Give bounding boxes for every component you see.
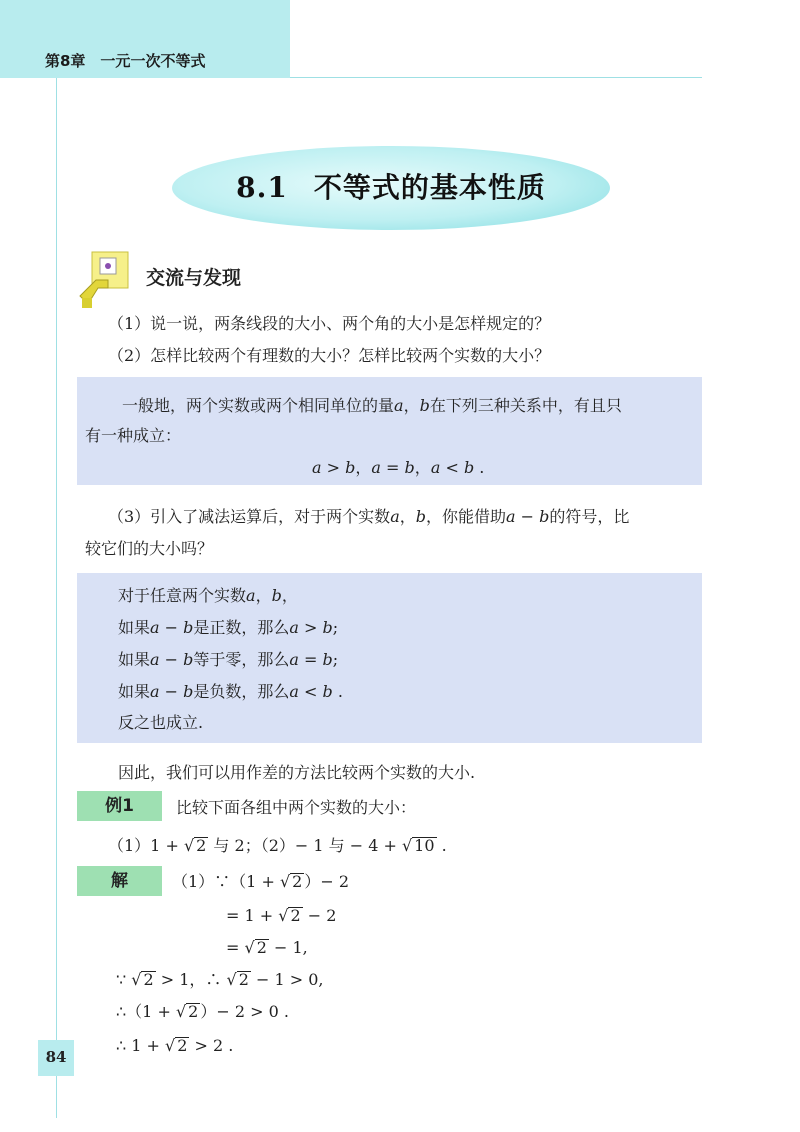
- difference-line-1: [118, 586, 298, 606]
- var-a: a: [289, 682, 299, 701]
- solution-chip: 解: [77, 866, 162, 896]
- var-b: b: [271, 586, 282, 605]
- text: > 1，∴: [160, 970, 222, 989]
- conclusion: 因此，我们可以用作差的方法比较两个实数的大小.: [118, 763, 476, 782]
- text: 等于零，那么: [193, 650, 290, 669]
- var-a: a: [506, 507, 516, 526]
- radicand: 2: [256, 938, 267, 957]
- trichotomy-line-1: [122, 396, 622, 416]
- radicand: 2: [292, 872, 303, 891]
- op: <: [304, 682, 318, 701]
- var-a: a: [312, 458, 322, 477]
- sep: ，: [414, 458, 431, 477]
- trichotomy-line-2: 有一种成立：: [85, 426, 182, 445]
- var-a: a: [390, 507, 400, 526]
- var-a: a: [150, 650, 160, 669]
- text: − 1 > 0,: [256, 970, 324, 989]
- op: −: [159, 618, 184, 637]
- text: 如果: [118, 650, 151, 669]
- var-b: b: [415, 507, 426, 526]
- var-b: b: [404, 458, 415, 477]
- header-rule: [290, 77, 702, 78]
- section-number: 8.1: [236, 171, 288, 204]
- discussion-icon: [78, 250, 138, 310]
- question-1: （1）说一说，两条线段的大小、两个角的大小是怎样规定的？: [108, 314, 551, 333]
- question-3-line-2: 较它们的大小吗？: [85, 539, 214, 558]
- text: ;: [332, 618, 339, 637]
- text: .: [441, 836, 447, 855]
- text: 与 2；（2）− 1 与 − 4 +: [213, 836, 397, 855]
- var-a: a: [289, 650, 299, 669]
- op: −: [159, 682, 184, 701]
- text: （1）∵（1 +: [172, 872, 275, 891]
- text: （1）1 +: [108, 836, 179, 855]
- text: > 2 .: [194, 1036, 234, 1055]
- op: <: [445, 458, 459, 477]
- var-b: b: [183, 682, 194, 701]
- difference-line-4: [118, 682, 343, 702]
- example-prompt: 比较下面各组中两个实数的大小：: [176, 798, 417, 817]
- text: 的符号，比: [549, 507, 630, 526]
- solution-line-3: = √ 2 − 1,: [226, 938, 308, 957]
- op: −: [515, 507, 540, 526]
- text: = 1 +: [226, 906, 274, 925]
- text: ）− 2: [304, 872, 350, 891]
- solution-line-6: ∴ 1 + √ 2 > 2 .: [116, 1036, 234, 1055]
- var-b: b: [183, 650, 194, 669]
- var-b: b: [539, 507, 550, 526]
- page-number: 84: [45, 1048, 67, 1066]
- text: 如果: [118, 682, 151, 701]
- text: 是负数，那么: [193, 682, 290, 701]
- solution-line-1: （1）∵（1 + √ 2 ）− 2: [172, 872, 350, 891]
- text: 在下列三种关系中，有且只: [429, 396, 622, 415]
- text: ∵: [116, 970, 127, 989]
- text: 对于任意两个实数: [118, 586, 247, 605]
- op: >: [326, 458, 341, 477]
- text: （3）引入了减法运算后，对于两个实数: [108, 507, 391, 526]
- op: =: [304, 650, 318, 669]
- text: ;: [332, 650, 339, 669]
- difference-line-5: 反之也成立.: [118, 713, 204, 732]
- var-b: b: [322, 650, 333, 669]
- text: =: [226, 938, 240, 957]
- period: .: [479, 458, 485, 477]
- text: ，: [399, 507, 416, 526]
- solution-line-4: ∵ √ 2 > 1，∴ √ 2 − 1 > 0,: [116, 970, 324, 989]
- radicand: 2: [196, 836, 207, 855]
- text: − 2: [307, 906, 337, 925]
- radicand: 2: [290, 906, 301, 925]
- text: ∴（1 +: [116, 1002, 171, 1021]
- var-a: a: [371, 458, 381, 477]
- var-b: b: [322, 682, 333, 701]
- text: 如果: [118, 618, 151, 637]
- subsection-heading: 交流与发现: [146, 267, 242, 289]
- solution-line-5: ∴（1 + √ 2 ）− 2 > 0 .: [116, 1002, 289, 1021]
- solution-line-2: = 1 + √ 2 − 2: [226, 906, 337, 925]
- trichotomy-relations: [312, 458, 484, 478]
- radicand: 2: [188, 1002, 199, 1021]
- question-2: （2）怎样比较两个有理数的大小？怎样比较两个实数的大小？: [108, 346, 551, 365]
- text: ，: [255, 586, 272, 605]
- var-a: a: [394, 396, 404, 415]
- radicand: 10: [414, 836, 435, 855]
- example-items: （1）1 + √ 2 与 2；（2）− 1 与 − 4 + √ 10 .: [108, 836, 447, 855]
- section-title-text: 不等式的基本性质: [313, 171, 546, 204]
- difference-line-2: [118, 618, 338, 638]
- chapter-header: 第8章 一元一次不等式: [45, 52, 206, 70]
- var-a: a: [150, 682, 160, 701]
- radicand: 2: [143, 970, 154, 989]
- radicand: 2: [238, 970, 249, 989]
- op: >: [304, 618, 318, 637]
- op: −: [159, 650, 184, 669]
- var-b: b: [183, 618, 194, 637]
- text: .: [337, 682, 343, 701]
- text: ∴ 1 +: [116, 1036, 160, 1055]
- sep: ，: [355, 458, 372, 477]
- var-b: b: [322, 618, 333, 637]
- text: ，: [403, 396, 420, 415]
- margin-rule: [56, 78, 57, 1118]
- text: 是正数，那么: [193, 618, 290, 637]
- var-a: a: [289, 618, 299, 637]
- question-3-line-1: [108, 507, 629, 527]
- op: =: [386, 458, 400, 477]
- var-a: a: [430, 458, 441, 477]
- var-a: a: [246, 586, 256, 605]
- section-title: [172, 166, 610, 206]
- text: 一般地，两个实数或两个相同单位的量: [122, 396, 395, 415]
- text: − 1,: [273, 938, 308, 957]
- var-b: b: [345, 458, 356, 477]
- text: ，: [281, 586, 298, 605]
- text: ）− 2 > 0 .: [200, 1002, 289, 1021]
- difference-line-3: [118, 650, 338, 670]
- var-b: b: [463, 458, 475, 477]
- var-b: b: [419, 396, 430, 415]
- radicand: 2: [177, 1036, 188, 1055]
- text: ，你能借助: [426, 507, 507, 526]
- example-chip: 例1: [77, 791, 162, 821]
- var-a: a: [150, 618, 160, 637]
